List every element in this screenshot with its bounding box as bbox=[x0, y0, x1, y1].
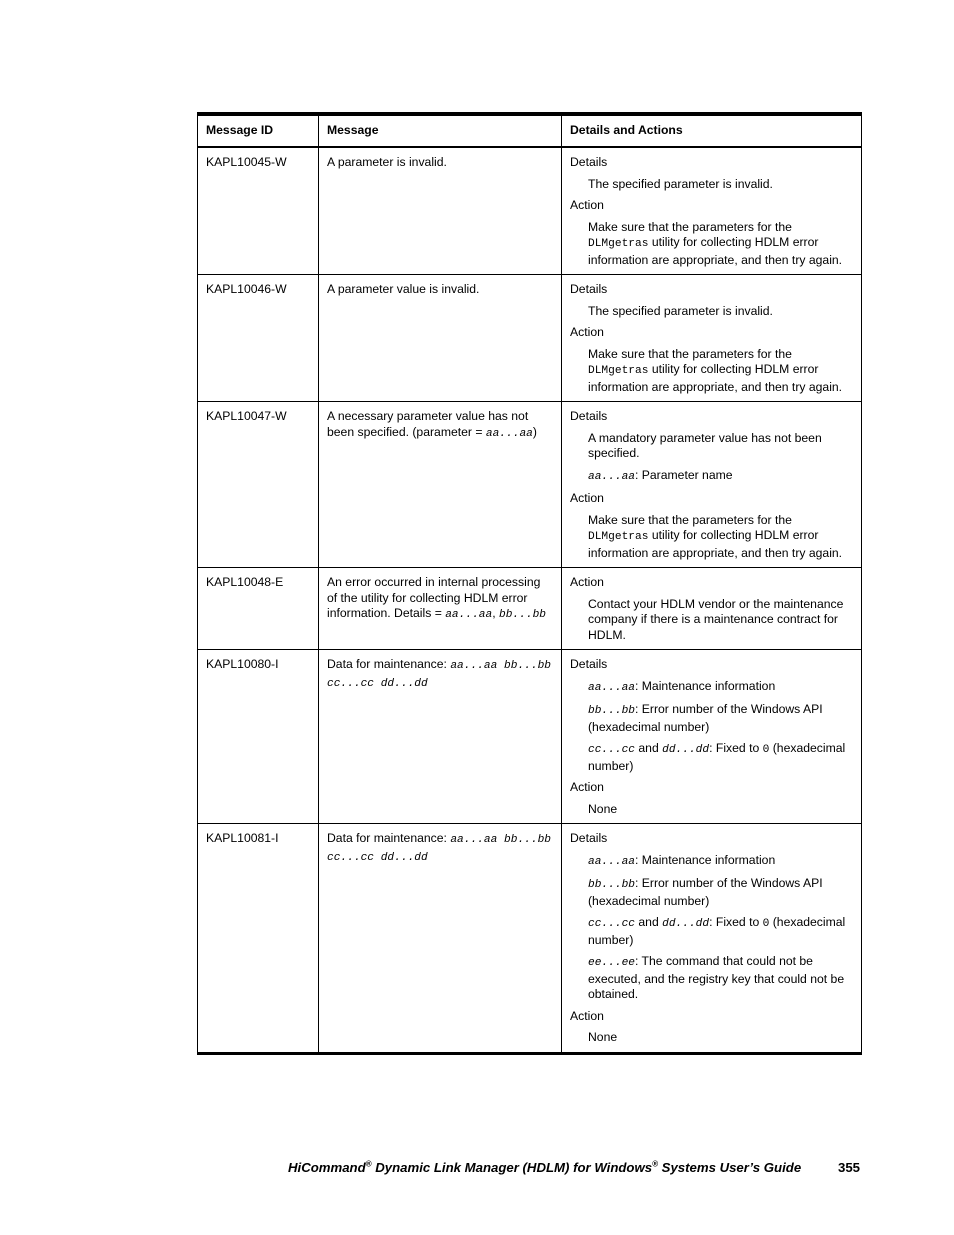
detail-text: ee...ee: The command that could not be executed, and the registry key that could not be obtained. bbox=[588, 954, 845, 1001]
message-id: KAPL10081-I bbox=[198, 824, 319, 1054]
action-label: Action bbox=[570, 491, 604, 505]
variable: aa...aa bbox=[588, 470, 635, 483]
action-label: Action bbox=[570, 325, 604, 339]
table-row bbox=[198, 402, 862, 568]
action-text: Make sure that the parameters for the DLMgetras utility for collecting HDLM error information are appropriate, and then try again. bbox=[588, 512, 843, 560]
table-header-row bbox=[198, 114, 862, 147]
message-table bbox=[197, 112, 862, 1055]
details-label: Details bbox=[570, 155, 608, 169]
details-cell bbox=[562, 568, 862, 650]
footer-title: HiCommand® Dynamic Link Manager (HDLM) for Windows® Systems User’s Guide bbox=[288, 1159, 802, 1175]
action-text: Contact your HDLM vendor or the maintenance company if there is a maintenance contract for HDLM. bbox=[588, 596, 844, 642]
variable: bb...bb bbox=[499, 609, 546, 621]
variable: aa...aa bbox=[485, 427, 533, 440]
variable: dd...dd bbox=[662, 918, 710, 930]
variable: aa...aa bb...bb cc...cc dd...dd bbox=[327, 834, 552, 864]
details-label: Details bbox=[570, 282, 608, 296]
details-cell bbox=[562, 650, 862, 824]
action-label: Action bbox=[570, 198, 604, 212]
message-text: Data for maintenance: aa...aa bb...bb cc...cc dd...dd bbox=[319, 824, 562, 1054]
details-label: Details bbox=[570, 831, 608, 845]
detail-text: cc...cc and dd...dd: Fixed to 0 (hexadecimal number) bbox=[588, 741, 846, 773]
message-id: KAPL10048-E bbox=[198, 568, 319, 650]
detail-text: The specified parameter is invalid. bbox=[588, 303, 773, 318]
variable: cc...cc bbox=[588, 744, 635, 756]
detail-text: The specified parameter is invalid. bbox=[588, 176, 773, 191]
detail-text: A mandatory parameter value has not been specified. bbox=[588, 430, 822, 460]
table-row bbox=[198, 275, 862, 402]
message-text: A parameter value is invalid. bbox=[319, 275, 562, 402]
variable: dd...dd bbox=[662, 744, 710, 756]
variable: ee...ee bbox=[588, 957, 635, 969]
details-cell bbox=[562, 402, 862, 568]
variable: bb...bb bbox=[588, 879, 635, 891]
utility-name: DLMgetras bbox=[588, 365, 649, 377]
message-text: A parameter is invalid. bbox=[319, 147, 562, 275]
action-label: Action bbox=[570, 780, 604, 794]
utility-name: DLMgetras bbox=[588, 238, 649, 250]
action-label: Action bbox=[570, 575, 604, 589]
table-row bbox=[198, 147, 862, 275]
variable: aa...aa bbox=[588, 855, 635, 868]
variable: aa...aa bb...bb cc...cc dd...dd bbox=[327, 660, 552, 690]
code-value: 0 bbox=[762, 918, 770, 930]
table-row bbox=[198, 568, 862, 650]
message-text: Data for maintenance: aa...aa bb...bb cc...cc dd...dd bbox=[319, 650, 562, 824]
variable: aa...aa bbox=[445, 609, 493, 621]
action-label: Action bbox=[570, 1008, 604, 1023]
detail-text: aa...aa: Parameter name bbox=[588, 467, 733, 483]
variable: bb...bb bbox=[588, 705, 635, 717]
variable: cc...cc bbox=[588, 918, 635, 930]
detail-text: bb...bb: Error number of the Windows API (hexadecimal number) bbox=[588, 876, 823, 908]
details-label: Details bbox=[570, 409, 608, 423]
details-label: Details bbox=[570, 657, 608, 671]
action-text: Make sure that the parameters for the DLMgetras utility for collecting HDLM error information are appropriate, and then try again. bbox=[588, 346, 843, 394]
page-number: 355 bbox=[837, 1160, 860, 1175]
action-text: Make sure that the parameters for the DLMgetras utility for collecting HDLM error information are appropriate, and then try again. bbox=[588, 219, 843, 267]
message-id: KAPL10046-W bbox=[198, 275, 319, 402]
utility-name: DLMgetras bbox=[588, 531, 649, 543]
detail-text: aa...aa: Maintenance information bbox=[588, 852, 776, 868]
detail-text: bb...bb: Error number of the Windows API (hexadecimal number) bbox=[588, 702, 823, 734]
variable: aa...aa bbox=[588, 681, 635, 694]
code-value: 0 bbox=[762, 744, 770, 756]
details-cell bbox=[562, 275, 862, 402]
message-id: KAPL10045-W bbox=[198, 147, 319, 275]
details-cell bbox=[562, 824, 862, 1054]
table-row bbox=[198, 650, 862, 824]
detail-text: aa...aa: Maintenance information bbox=[588, 678, 776, 694]
header-details-actions: Details and Actions bbox=[562, 114, 862, 147]
header-message: Message bbox=[319, 114, 562, 147]
details-cell bbox=[562, 147, 862, 275]
message-text: An error occurred in internal processing of the utility for collecting HDLM error information. Details = aa...aa, bb...bb bbox=[319, 568, 562, 650]
action-text: None bbox=[588, 801, 618, 816]
message-text: A necessary parameter value has not been specified. (parameter = aa...aa) bbox=[319, 402, 562, 568]
detail-text: cc...cc and dd...dd: Fixed to 0 (hexadecimal number) bbox=[588, 915, 846, 947]
table-row bbox=[198, 824, 862, 1054]
message-id: KAPL10080-I bbox=[198, 650, 319, 824]
action-text: None bbox=[588, 1030, 618, 1044]
header-message-id: Message ID bbox=[198, 114, 319, 147]
message-id: KAPL10047-W bbox=[198, 402, 319, 568]
